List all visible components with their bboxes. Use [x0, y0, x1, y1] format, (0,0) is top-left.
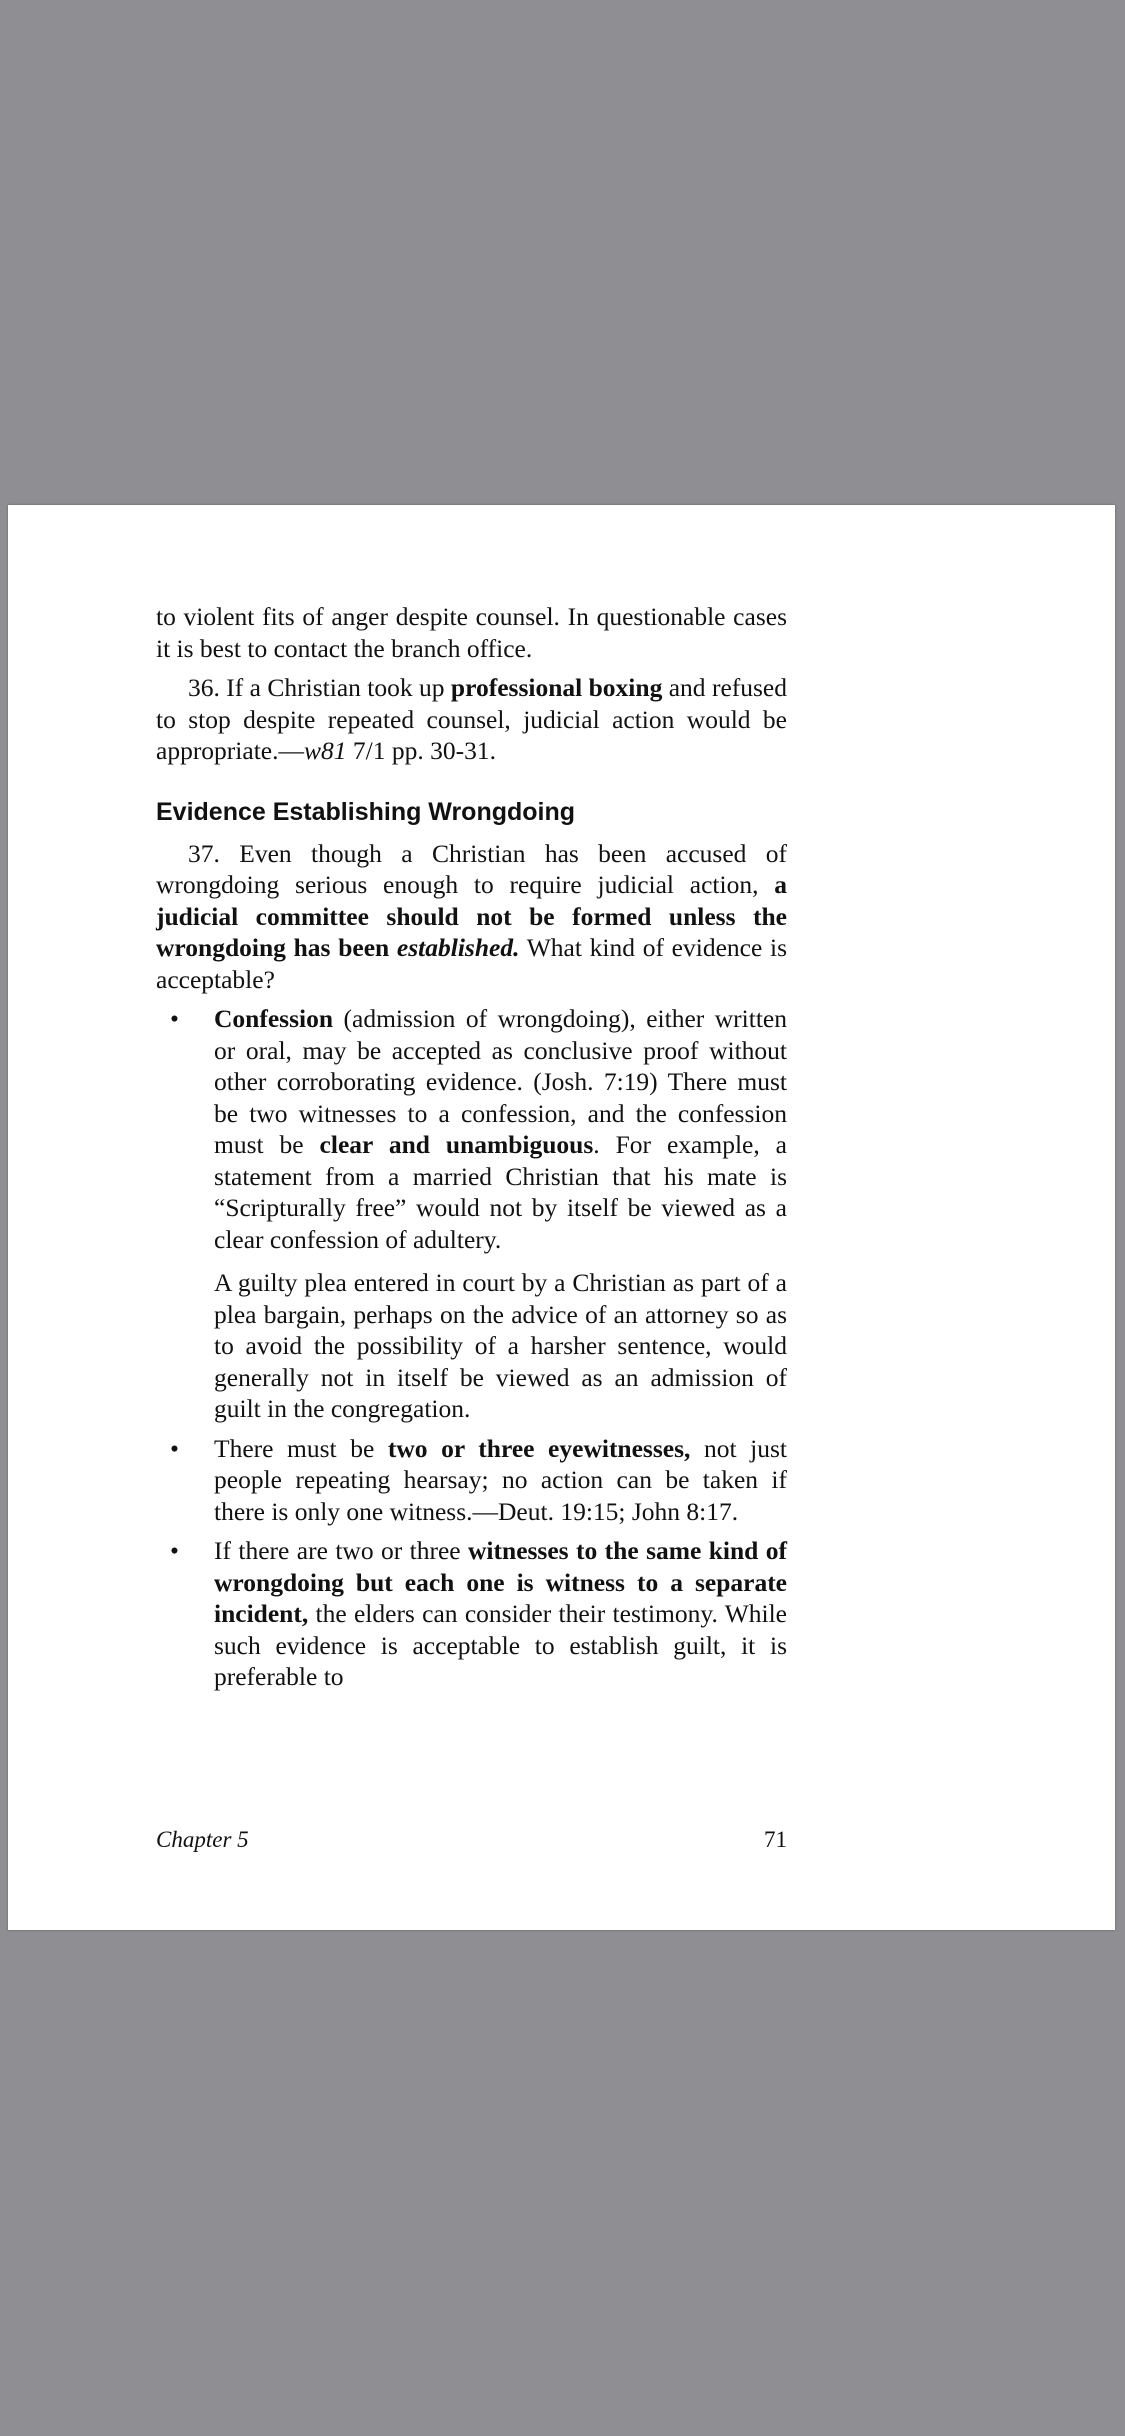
bullet-icon: •: [170, 1004, 179, 1033]
reference-text: 7/1 pp. 30-31.: [346, 736, 496, 765]
reference-italic: w81: [303, 736, 347, 765]
item-text: the elders can consider their testimony. While such evidence is acceptable to establish guilt, it is preferable to: [214, 1599, 787, 1691]
list-item-subparagraph: A guilty plea entered in court by a Christian as part of a plea bargain, perhaps on the advice of an attorney so as to avoid the possibility of a harsher sentence, would generally not in itself be viewed as an admission of guilt in the congregation.: [214, 1268, 787, 1423]
item-text: If there are two or three: [214, 1536, 469, 1565]
chapter-label: Chapter 5: [156, 1827, 249, 1852]
list-item-text: [214, 1003, 787, 1255]
bold-text: professional boxing: [450, 673, 663, 702]
document-page: [8, 505, 1115, 1930]
list-item-text: [214, 1433, 787, 1528]
page-body: [156, 601, 787, 1701]
bold-italic-text: established.: [396, 933, 520, 962]
item-text: (admission of wrongdoing), either written or oral, may be accepted as conclusive proof without other corroborating evidence. (Josh. 7:19) There must be two witnesses to a confession, and the confession must be: [214, 1004, 787, 1159]
paragraph-text: What kind of evidence is acceptable?: [156, 933, 788, 994]
list-item: [156, 1433, 787, 1528]
item-text: There must be: [214, 1433, 388, 1463]
paragraph-36: [156, 672, 787, 767]
page-number: 71: [764, 1827, 787, 1852]
item-text: . For example, a statement from a married Christian that his mate is “Scripturally free” would not by itself be viewed as a clear confession of adultery.: [214, 1130, 787, 1254]
paragraph-number: 36.: [188, 673, 220, 702]
item-text: not just people repeating hearsay; no action can be taken if there is only one witness.—Deut. 19:15; John 8:17.: [214, 1433, 787, 1526]
paragraph-text: Even though a Christian has been accused of wrongdoing serious enough to require judicial action,: [156, 838, 788, 899]
paragraph-text: If a Christian took up: [226, 673, 451, 702]
bullet-icon: •: [170, 1536, 179, 1565]
list-item: [156, 1535, 787, 1693]
paragraph-text: and refused to stop despite repeated counsel, judicial action would be appropriate.—: [156, 673, 787, 765]
bold-text: two or three eyewitnesses,: [387, 1433, 691, 1463]
bold-span: a judicial committee should not be formed unless the wrongdoing has been: [156, 870, 787, 962]
paragraph-37: [156, 838, 787, 996]
intro-line: to violent fits of anger despite counsel. In questionable cases it is best to contact the branch office.: [156, 602, 787, 663]
list-item-text: [214, 1535, 787, 1693]
bullet-icon: •: [170, 1433, 179, 1463]
list-item: [156, 1003, 787, 1425]
paragraph-number: 37.: [188, 838, 220, 868]
bold-text: witnesses to the same kind of wrongdoing but each one is witness to a separate incident,: [214, 1536, 788, 1628]
bold-text: clear and unambiguous: [319, 1130, 594, 1159]
evidence-list: [156, 1003, 787, 1693]
bold-text: Confession: [214, 1004, 334, 1033]
section-heading: Evidence Establishing Wrongdoing: [156, 797, 576, 826]
